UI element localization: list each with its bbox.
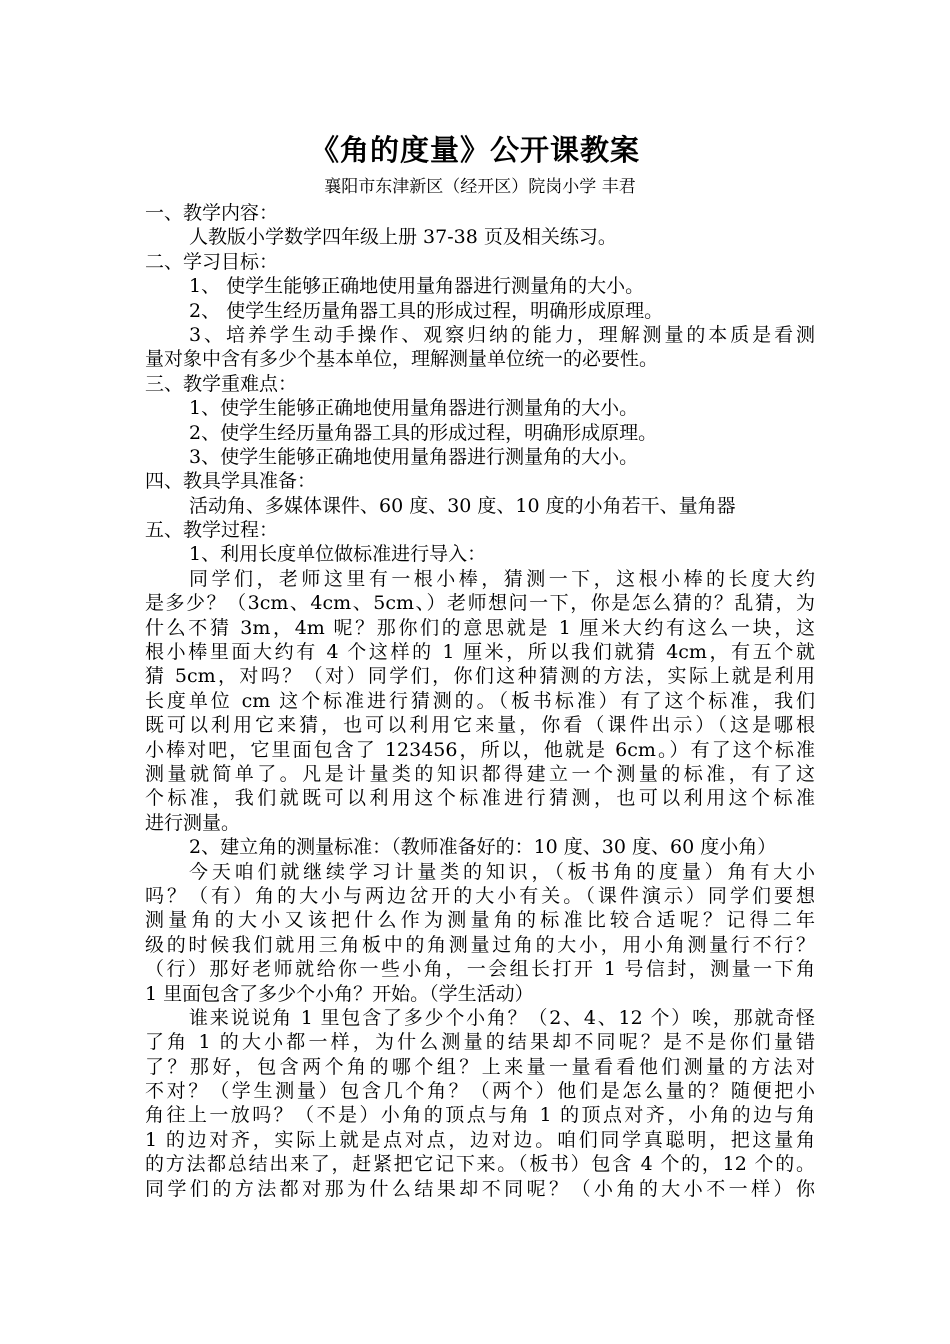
- text-line: 不对？（学生测量）包含几个角？（两个）他们是怎么量的？随便把小: [145, 1080, 815, 1103]
- text-line: 同学们的方法都对那为什么结果却不同呢？（小角的大小不一样）你: [145, 1177, 815, 1200]
- document-body: [145, 201, 815, 1201]
- text-line: 活动角、多媒体课件、60 度、30 度、10 度的小角若干、量角器: [189, 494, 736, 517]
- text-line: 一、教学内容：: [145, 202, 279, 224]
- text-line: 三、教学重难点：: [145, 372, 298, 395]
- text-line: 今天咱们就继续学习计量类的知识，（板书角的度量）角有大小: [189, 860, 815, 883]
- text-line: 了？那好，包含两个角的哪个组？上来量一量看看他们测量的方法对: [145, 1055, 815, 1078]
- text-line: 吗？（有）角的大小与两边岔开的大小有关。（课件演示）同学们要想: [145, 884, 815, 907]
- text-line: 五、教学过程：: [145, 519, 279, 542]
- text-line: 2、使学生经历量角器工具的形成过程，明确形成原理。: [189, 421, 658, 444]
- text-line: 四、教具学具准备：: [145, 470, 317, 493]
- text-line: 1 的边对齐，实际上就是点对点，边对边。咱们同学真聪明，把这量角: [145, 1128, 815, 1151]
- text-line: 1、利用长度单位做标准进行导入：: [189, 543, 487, 566]
- text-line: 1、 使学生能够正确地使用量角器进行测量角的大小。: [189, 275, 645, 298]
- text-line: 根小棒里面大约有 4 个这样的 1 厘米，所以我们就猜 4cm，有五个就: [145, 641, 815, 664]
- text-line: 长度单位 cm 这个标准进行猜测的。（板书标准）有了这个标准，我们: [145, 689, 815, 712]
- text-line: 3、使学生能够正确地使用量角器进行测量角的大小。: [189, 445, 639, 468]
- text-line: 的方法都总结出来了，赶紧把它记下来。（板书）包含 4 个的，12 个的。: [145, 1153, 815, 1176]
- text-line: 什么不猜 3m，4m 呢？那你们的意思就是 1 厘米大约有这么一块，这: [145, 616, 815, 639]
- text-line: 个标准，我们就既可以利用这个标准进行猜测，也可以利用这个标准: [145, 787, 815, 810]
- text-line: 进行测量。: [145, 811, 241, 834]
- text-line: （行）那好老师就给你一些小角，一会组长打开 1 号信封，测量一下角: [145, 958, 815, 981]
- document-author: 襄阳市东津新区（经开区）院岗小学 丰君: [324, 177, 636, 197]
- text-line: 1 里面包含了多少个小角？开始。（学生活动）: [145, 982, 534, 1005]
- text-line: 了角 1 的大小都一样，为什么测量的结果却不同呢？是不是你们量错: [145, 1031, 815, 1054]
- text-line: 既可以利用它来猜，也可以利用它来量，你看（课件出示）（这是哪根: [145, 714, 815, 737]
- text-line: 猜 5cm，对吗？（对）同学们，你们这种猜测的方法，实际上就是利用: [145, 665, 815, 688]
- text-line: 二、学习目标：: [145, 250, 279, 273]
- document-title: 《角的度量》公开课教案: [309, 133, 640, 167]
- text-line: 1、使学生能够正确地使用量角器进行测量角的大小。: [189, 397, 639, 420]
- text-line: 人教版小学数学四年级上册 37-38 页及相关练习。: [189, 226, 617, 249]
- text-line: 2、建立角的测量标准：（教师准备好的：10 度、30 度、60 度小角）: [189, 836, 777, 859]
- text-line: 测量就简单了。凡是计量类的知识都得建立一个测量的标准，有了这: [145, 762, 815, 785]
- text-line: 测量角的大小又该把什么作为测量角的标准比较合适呢？记得二年: [145, 909, 815, 932]
- text-line: 小棒对吧，它里面包含了 123456，所以，他就是 6cm。）有了这个标准: [145, 738, 815, 761]
- text-line: 角往上一放吗？（不是）小角的顶点与角 1 的顶点对齐，小角的边与角: [145, 1104, 815, 1127]
- text-line: 同学们，老师这里有一根小棒，猜测一下，这根小棒的长度大约: [189, 567, 815, 590]
- text-line: 量对象中含有多少个基本单位，理解测量单位统一的必要性。: [145, 348, 659, 371]
- text-line: 3、培养学生动手操作、观察归纳的能力，理解测量的本质是看测: [189, 323, 815, 346]
- text-line: 谁来说说角 1 里包含了多少个小角？（2、4、12 个）唉，那就奇怪: [189, 1006, 815, 1029]
- text-line: 2、 使学生经历量角器工具的形成过程，明确形成原理。: [189, 299, 664, 322]
- text-line: 级的时候我们就用三角板中的角测量过角的大小，用小角测量行不行？: [145, 933, 815, 956]
- text-line: 是多少？（3cm、4cm、5cm、）老师想问一下，你是怎么猜的？乱猜，为: [145, 592, 815, 615]
